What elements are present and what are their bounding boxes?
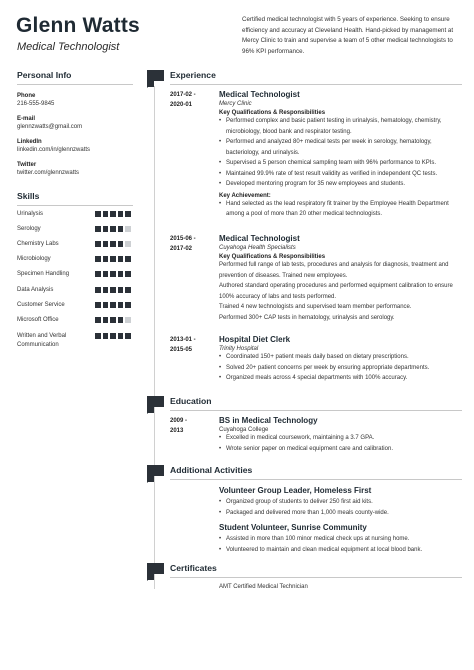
candidate-name: Glenn Watts: [16, 14, 140, 37]
school-name: Cuyahoga College: [219, 427, 269, 433]
skills-heading: Skills: [17, 191, 40, 201]
section-marker-tail: [147, 574, 154, 581]
education-heading: Education: [170, 396, 212, 406]
list-item: • Performed complex and basic patient testing in urinalysis, hematology, chemistry, microbiology, blood bank and respirator testing.: [219, 116, 462, 137]
rating-square-filled: [103, 271, 109, 277]
job-title: Medical Technologist: [17, 41, 120, 53]
rating-square-filled: [103, 211, 109, 217]
responsibility-text: Trained 4 new technologists and supervised team member performance.: [219, 304, 412, 310]
degree-title: BS in Medical Technology: [219, 416, 318, 425]
activity-list: [219, 497, 462, 518]
list-item: • Coordinated 150+ patient meals daily based on dietary prescriptions.: [219, 352, 462, 363]
rating-square-filled: [118, 211, 124, 217]
rating-square-filled: [103, 333, 109, 339]
email-label: E-mail: [17, 116, 36, 122]
rating-square-filled: [103, 256, 109, 262]
rating-square-filled: [110, 226, 116, 232]
list-item: • Assisted in more than 100 minor medical check ups at nursing home.: [219, 534, 462, 545]
skill-rating: [95, 256, 131, 262]
divider: [17, 205, 133, 206]
divider: [17, 84, 133, 85]
timeline-line: [154, 86, 155, 589]
personal-info-section: [17, 70, 133, 176]
job-dates: [170, 234, 196, 254]
company-name: Cuyahoga Health Specialists: [219, 245, 296, 251]
date-start: 2009 -: [170, 418, 188, 424]
list-item: • Maintained 99.9% rate of test result validity as verified in independent QC tests.: [219, 169, 462, 180]
date-end: 2015-05: [170, 347, 193, 353]
rating-square-filled: [103, 317, 109, 323]
activity-entry: [219, 486, 462, 518]
responsibility-text: Authored standard operating procedures and performed equipment calibration to ensure 100% accuracy of labs and tests performed.: [219, 283, 453, 300]
company-name: Trinity Hospital: [219, 346, 259, 352]
job-dates: [170, 335, 196, 355]
skills-section: [17, 191, 133, 206]
rating-square-filled: [110, 211, 116, 217]
divider: [170, 577, 462, 578]
phone-label: Phone: [17, 93, 36, 99]
responsibility-list: [219, 352, 462, 384]
rating-square-filled: [110, 302, 116, 308]
list-item: • Packaged and delivered more than 1,000 meals county-wide.: [219, 508, 462, 519]
rating-square-filled: [125, 333, 131, 339]
rating-square-filled: [110, 317, 116, 323]
certificate-entry: [219, 582, 462, 593]
skill-rating: [95, 302, 131, 308]
rating-square-filled: [103, 241, 109, 247]
certificates-heading: Certificates: [170, 563, 217, 573]
achievement-heading: Key Achievement:: [219, 192, 271, 199]
section-marker: [147, 396, 164, 407]
list-item: • Hand selected as the lead respiratory fit trainer by the Employee Health Department among a pool of more than 20 other medical technologists.: [219, 199, 462, 220]
email-value: glennzwatts@gmail.com: [17, 124, 83, 130]
skill-name: Microbiology: [17, 256, 51, 262]
divider: [170, 84, 462, 85]
skill-rating: [95, 271, 131, 277]
activity-title: Volunteer Group Leader, Homeless First: [219, 486, 372, 495]
certificate-name: AMT Certified Medical Technician: [219, 584, 308, 590]
rating-square-empty: [125, 241, 131, 247]
rating-square-filled: [118, 302, 124, 308]
responsibility-text: Performed full range of lab tests, procedures and analysis for diagnosis, treatment and prevention of diseases. Trained new employees.: [219, 262, 449, 279]
education-entry: [219, 416, 462, 454]
section-marker: [147, 465, 164, 476]
experience-heading: Experience: [170, 70, 216, 80]
skill-rating: [95, 226, 131, 232]
personal-info-heading: Personal Info: [17, 70, 72, 80]
rating-square-filled: [95, 211, 101, 217]
rating-square-filled: [125, 211, 131, 217]
job-entry: [219, 90, 462, 220]
linkedin-label: LinkedIn: [17, 139, 42, 145]
date-end: 2017-02: [170, 246, 193, 252]
job-entry-title: Hospital Diet Clerk: [219, 335, 291, 344]
linkedin-value: linkedin.com/in/glennzwatts: [17, 147, 91, 153]
qualifications-heading: Key Qualifications & Responsibilities: [219, 254, 326, 260]
rating-square-filled: [110, 256, 116, 262]
rating-square-filled: [110, 287, 116, 293]
skill-name: Urinalysis: [17, 211, 44, 217]
section-marker-tail: [147, 476, 154, 483]
skill-rating: [95, 317, 131, 323]
rating-square-filled: [118, 271, 124, 277]
rating-square-filled: [125, 287, 131, 293]
activity-entry: [219, 523, 462, 555]
education-list: [219, 433, 462, 454]
responsibility-list: [219, 116, 462, 190]
twitter-value: twitter.com/glennzwatts: [17, 170, 80, 176]
skill-name: Specimen Handling: [17, 271, 70, 277]
skill-rating: [95, 287, 131, 293]
skill-name: Microsoft Office: [17, 317, 59, 323]
activities-heading: Additional Activities: [170, 465, 253, 475]
skill-name: Customer Service: [17, 302, 65, 308]
skill-name: Data Analysis: [17, 287, 54, 293]
skill-name: Written and Verbal Communication: [17, 333, 67, 348]
rating-square-filled: [110, 333, 116, 339]
summary-text: Certified medical technologist with 5 years of experience. Seeking to ensure efficiency and accuracy at Cleveland Health. Hand-picked by management at Mercy Clinic to train and supervise a team of 5 other medical technologists to 96% KPI performance.: [242, 16, 454, 55]
job-entry: [219, 234, 462, 323]
skills-list: [17, 210, 133, 360]
rating-square-empty: [125, 226, 131, 232]
divider: [170, 410, 462, 411]
rating-square-filled: [118, 317, 124, 323]
rating-square-filled: [95, 256, 101, 262]
skill-rating: [95, 211, 131, 217]
list-item: • Performed and analyzed 80+ medical tests per week in serology, hematology, bacteriology, and urinalysis.: [219, 137, 462, 158]
list-item: • Developed mentoring program for 35 new employees and students.: [219, 179, 462, 190]
company-name: Mercy Clinic: [219, 101, 252, 107]
list-item: • Solved 20+ patient concerns per week by ensuring appropriate departments.: [219, 363, 462, 374]
section-marker: [147, 70, 164, 81]
rating-square-filled: [95, 302, 101, 308]
date-start: 2017-02 -: [170, 92, 196, 98]
job-entry-title: Medical Technologist: [219, 234, 300, 243]
rating-square-filled: [95, 271, 101, 277]
skill-name: Chemistry Labs: [17, 241, 59, 247]
rating-square-filled: [95, 241, 101, 247]
rating-square-filled: [118, 256, 124, 262]
education-dates: [170, 416, 187, 436]
skill-name: Serology: [17, 226, 41, 232]
skill-rating: [95, 241, 131, 247]
date-start: 2015-06 -: [170, 236, 196, 242]
rating-square-filled: [110, 271, 116, 277]
rating-square-empty: [125, 317, 131, 323]
list-item: • Excelled in medical coursework, maintaining a 3.7 GPA.: [219, 433, 462, 444]
rating-square-filled: [125, 271, 131, 277]
twitter-label: Twitter: [17, 162, 37, 168]
rating-square-filled: [95, 287, 101, 293]
skill-rating: [95, 333, 131, 339]
date-end: 2013: [170, 428, 184, 434]
job-dates: [170, 90, 196, 110]
list-item: • Volunteered to maintain and clean medical equipment at local blood bank.: [219, 545, 462, 556]
qualifications-heading: Key Qualifications & Responsibilities: [219, 110, 326, 116]
job-entry-title: Medical Technologist: [219, 90, 300, 99]
phone-value: 216-555-9845: [17, 101, 55, 107]
date-start: 2013-01 -: [170, 337, 196, 343]
rating-square-filled: [118, 333, 124, 339]
rating-square-filled: [103, 287, 109, 293]
list-item: • Wrote senior paper on medical equipment care and calibration.: [219, 444, 462, 455]
list-item: • Organized meals across 4 special departments with 100% accuracy.: [219, 373, 462, 384]
rating-square-filled: [95, 226, 101, 232]
divider: [170, 479, 462, 480]
rating-square-filled: [95, 333, 101, 339]
rating-square-filled: [95, 317, 101, 323]
section-marker-tail: [147, 81, 154, 88]
responsibility-text: Performed 300+ CAP tests in hematology, urinalysis and serology.: [219, 314, 395, 321]
rating-square-filled: [118, 226, 124, 232]
rating-square-filled: [110, 241, 116, 247]
rating-square-filled: [125, 302, 131, 308]
rating-square-filled: [118, 287, 124, 293]
job-entry: [219, 335, 462, 384]
activity-title: Student Volunteer, Sunrise Community: [219, 523, 367, 532]
section-marker: [147, 563, 164, 574]
list-item: • Supervised a 5 person chemical sampling team with 96% performance to KPIs.: [219, 158, 462, 169]
rating-square-filled: [103, 226, 109, 232]
rating-square-filled: [118, 241, 124, 247]
section-marker-tail: [147, 407, 154, 414]
list-item: • Organized group of students to deliver 250 first aid kits.: [219, 497, 462, 508]
rating-square-filled: [125, 256, 131, 262]
rating-square-filled: [103, 302, 109, 308]
achievement-list: [219, 199, 462, 220]
activity-list: [219, 534, 462, 555]
date-end: 2020-01: [170, 102, 193, 108]
